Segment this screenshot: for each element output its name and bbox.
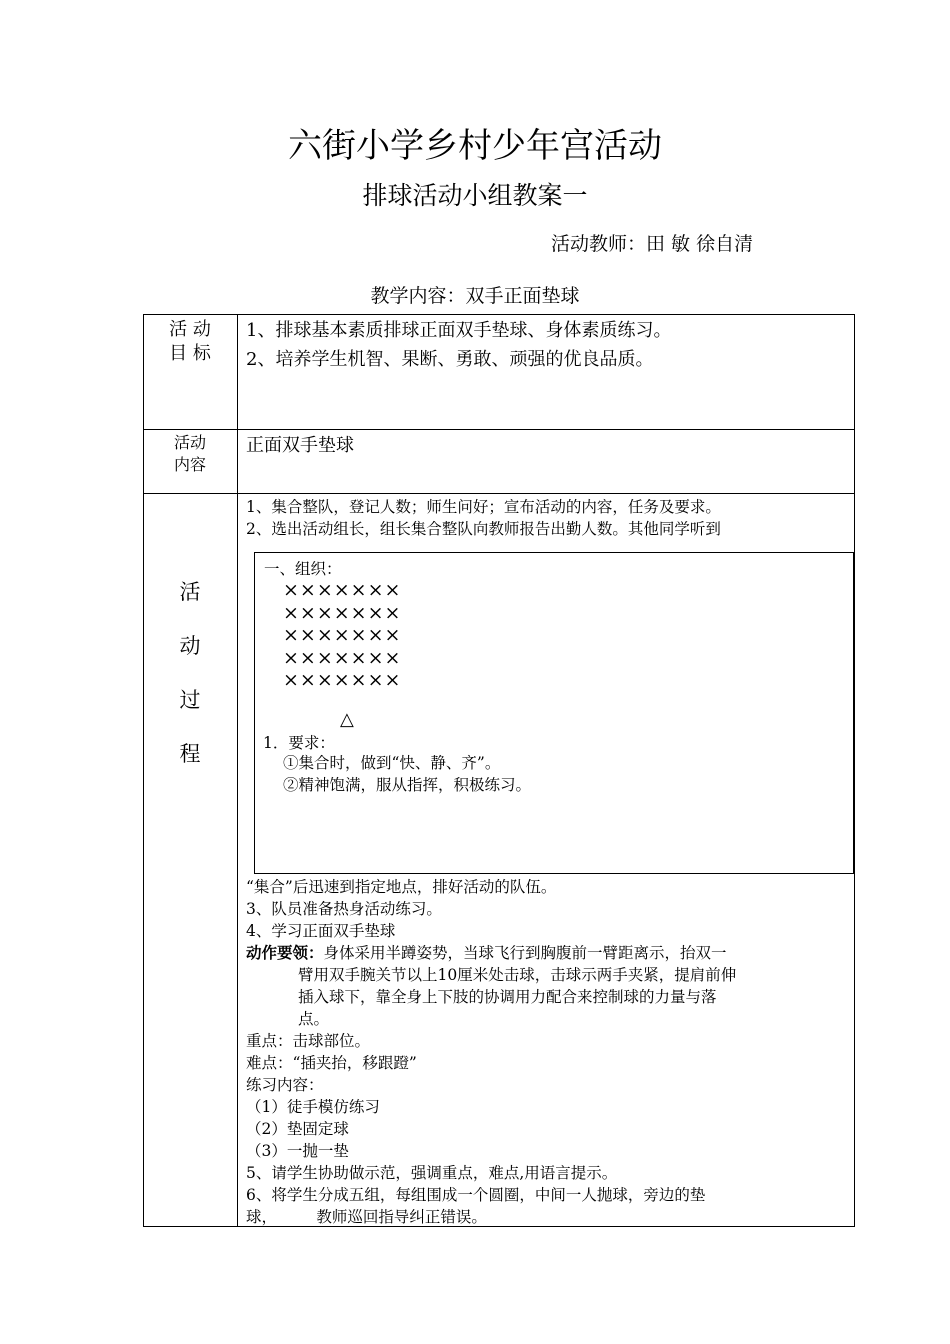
process-after (246, 876, 556, 942)
page-title: 六街小学乡村少年宫活动 (288, 126, 662, 166)
goal-label-line-1: 活 动 (169, 319, 211, 340)
practice-title: 练习内容： (246, 1076, 324, 1094)
requirements-title: 1．要求： (263, 734, 335, 752)
content-label-line-2: 内容 (173, 455, 206, 474)
process-step: 3、队员准备热身活动练习。 (246, 900, 442, 918)
content-value: 正面双手垫球 (246, 435, 354, 456)
essentials-line: 臂用双手腕关节以上10厘米处击球，击球示两手夹紧，提肩前伸 (298, 966, 737, 984)
process-step: 2、选出活动组长，组长集合整队向教师报告出勤人数。其他同学听到 (246, 520, 721, 538)
essentials-line: 身体采用半蹲姿势，当球飞行到胸腹前一臂距离示，抬双一 (323, 944, 727, 962)
table-border-top (143, 314, 855, 315)
goal-label (143, 318, 237, 366)
process-step: 6、将学生分成五组，每组围成一个圆圈，中间一人抛球，旁边的垫 (246, 1186, 706, 1204)
key-point: 重点：击球部位。 (246, 1032, 371, 1050)
practice-item: （1）徒手模仿练习 (246, 1098, 380, 1116)
content-label-line-1: 活动 (173, 433, 206, 452)
difficulty: 难点：“插夹抬，移跟蹬” (246, 1054, 417, 1072)
formation-row: ××××××× (283, 646, 402, 669)
formation-row: ××××××× (283, 601, 402, 624)
process-step: 1、集合整队，登记人数；师生问好；宣布活动的内容，任务及要求。 (246, 498, 721, 516)
content-label (143, 432, 237, 476)
essentials-line: 点。 (298, 1010, 330, 1028)
essentials-line: 插入球下，靠全身上下肢的协调用力配合来控制球的力量与落 (298, 988, 717, 1006)
requirement-item: ②精神饱满，服从指挥，积极练习。 (283, 776, 532, 794)
process-label-char: 活 (179, 580, 201, 604)
table-divider-1 (143, 429, 855, 430)
goal-list (246, 316, 671, 374)
process-step: “集合”后迅速到指定地点，排好活动的队伍。 (246, 878, 557, 896)
organization-heading: 一、组织： (264, 560, 342, 578)
process-details (246, 1030, 705, 1228)
process-label-char: 程 (179, 742, 201, 766)
essentials-continued (298, 964, 736, 1030)
requirement-item: ①集合时，做到“快、静、齐”。 (283, 754, 501, 772)
page-subtitle: 排球活动小组教案一 (362, 181, 588, 210)
goal-label-line-2: 目 标 (169, 343, 211, 364)
formation-row: ××××××× (283, 669, 402, 691)
process-step: 5、请学生协助做示范，强调重点，难点,用语言提示。 (246, 1164, 618, 1182)
teaching-content-line: 教学内容：双手正面垫球 (370, 285, 580, 307)
practice-item: （2）垫固定球 (246, 1120, 349, 1138)
table-divider-2 (143, 493, 855, 494)
requirements-list (283, 752, 531, 796)
formation-row: ××××××× (283, 579, 402, 601)
essentials-first-line (246, 942, 727, 964)
table-column-divider (237, 314, 238, 1227)
goal-item: 1、排球基本素质排球正面双手垫球、身体素质练习。 (246, 320, 672, 341)
process-label-char: 过 (179, 688, 201, 712)
process-label-char: 动 (179, 634, 201, 658)
process-label (143, 580, 237, 796)
essentials-label: 动作要领： (246, 943, 324, 962)
teacher-position-mark: △ (340, 709, 354, 730)
formation-row: ××××××× (283, 624, 402, 646)
goal-item: 2、培养学生机智、果断、勇敢、顽强的优良品质。 (246, 349, 654, 370)
process-step: 4、学习正面双手垫球 (246, 922, 396, 940)
practice-item: （3）一抛一垫 (246, 1142, 349, 1160)
table-border-right (854, 314, 855, 1227)
process-intro (246, 496, 721, 540)
teacher-line: 活动教师：田 敏 徐自清 (551, 233, 754, 255)
process-step: 球， 教师巡回指导纠正错误。 (246, 1208, 487, 1226)
formation-grid (283, 579, 401, 692)
